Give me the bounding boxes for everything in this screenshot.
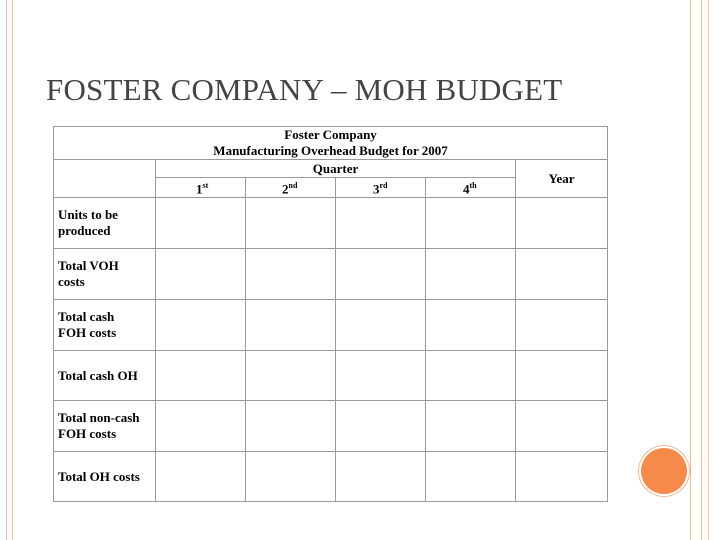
left-frame-border bbox=[6, 0, 13, 540]
slide-title: FOSTER COMPANY – MOH BUDGET bbox=[46, 72, 563, 107]
data-cell bbox=[516, 249, 608, 300]
data-cell bbox=[156, 401, 246, 452]
data-cell bbox=[336, 452, 426, 502]
table-row bbox=[54, 351, 608, 401]
budget-subtitle: Manufacturing Overhead Budget for 2007 bbox=[213, 143, 448, 158]
quarter-2-suffix: nd bbox=[288, 181, 298, 190]
data-cell bbox=[426, 401, 516, 452]
data-cell bbox=[156, 249, 246, 300]
row-label-line: Total OH costs bbox=[58, 468, 140, 484]
row-label-line: Units to be bbox=[58, 207, 118, 223]
row-label-line: costs bbox=[58, 274, 85, 290]
row-label-units-produced bbox=[54, 198, 156, 249]
quarter-4-header bbox=[426, 178, 516, 198]
data-cell bbox=[516, 351, 608, 401]
row-label-line: Total cash OH bbox=[58, 367, 138, 383]
row-label-total-cash-foh bbox=[54, 300, 156, 351]
accent-circle bbox=[641, 448, 687, 494]
row-label-total-cash-oh bbox=[54, 351, 156, 401]
title-row bbox=[54, 127, 608, 160]
data-cell bbox=[246, 351, 336, 401]
quarter-header: Quarter bbox=[156, 160, 516, 178]
data-cell bbox=[426, 351, 516, 401]
moh-budget-table bbox=[53, 126, 608, 502]
right-frame-line bbox=[708, 0, 709, 540]
data-cell bbox=[336, 249, 426, 300]
data-cell bbox=[516, 300, 608, 351]
quarter-4-number: 4 bbox=[463, 181, 470, 197]
table-row bbox=[54, 249, 608, 300]
table-title-cell bbox=[54, 127, 608, 160]
data-cell bbox=[516, 198, 608, 249]
data-cell bbox=[426, 198, 516, 249]
blank-header-cell bbox=[54, 160, 156, 198]
data-cell bbox=[426, 452, 516, 502]
data-cell bbox=[336, 300, 426, 351]
row-label-total-non-cash-foh bbox=[54, 401, 156, 452]
quarter-1-suffix: st bbox=[202, 181, 209, 190]
quarter-2-header bbox=[246, 178, 336, 198]
data-cell bbox=[246, 401, 336, 452]
table-row bbox=[54, 401, 608, 452]
quarter-3-header bbox=[336, 178, 426, 198]
data-cell bbox=[246, 198, 336, 249]
quarter-1-number: 1 bbox=[196, 181, 203, 197]
row-label-line: Total cash bbox=[58, 309, 115, 325]
data-cell bbox=[246, 249, 336, 300]
data-cell bbox=[156, 300, 246, 351]
quarter-2-number: 2 bbox=[282, 181, 289, 197]
data-cell bbox=[156, 452, 246, 502]
quarter-4-suffix: th bbox=[469, 181, 477, 190]
row-label-total-oh bbox=[54, 452, 156, 502]
data-cell bbox=[156, 198, 246, 249]
table-row bbox=[54, 452, 608, 502]
row-label-total-voh bbox=[54, 249, 156, 300]
data-cell bbox=[426, 249, 516, 300]
right-frame-border bbox=[690, 0, 702, 540]
data-cell bbox=[336, 351, 426, 401]
row-label-line: Total VOH bbox=[58, 258, 119, 274]
row-label-line: Total non-cash bbox=[58, 410, 140, 426]
data-cell bbox=[336, 198, 426, 249]
company-name: Foster Company bbox=[284, 127, 377, 142]
data-cell bbox=[516, 401, 608, 452]
quarter-header-row bbox=[54, 160, 608, 178]
quarter-3-number: 3 bbox=[373, 181, 380, 197]
row-label-line: FOH costs bbox=[58, 325, 117, 341]
row-label-line: FOH costs bbox=[58, 426, 117, 442]
quarter-1-header bbox=[156, 178, 246, 198]
data-cell bbox=[246, 452, 336, 502]
data-cell bbox=[156, 351, 246, 401]
data-cell bbox=[516, 452, 608, 502]
row-label-line: produced bbox=[58, 223, 111, 239]
data-cell bbox=[426, 300, 516, 351]
table-row bbox=[54, 198, 608, 249]
data-cell bbox=[336, 401, 426, 452]
quarter-3-suffix: rd bbox=[379, 181, 388, 190]
table-row bbox=[54, 300, 608, 351]
data-cell bbox=[246, 300, 336, 351]
year-header: Year bbox=[516, 160, 608, 198]
